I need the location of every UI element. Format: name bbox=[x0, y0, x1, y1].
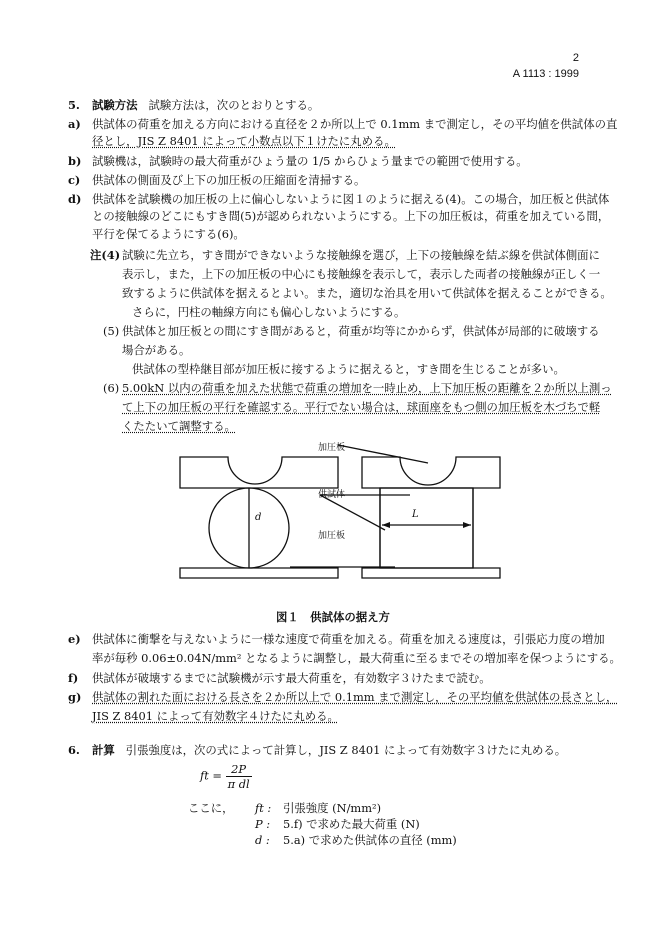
note-6-label: (6) bbox=[103, 381, 120, 395]
note-5-label: (5) bbox=[103, 324, 120, 338]
note-4-line1: 試験に先立ち，すき間ができないような接触線を選び，上下の接触線を結ぶ線を供試体側面に bbox=[122, 248, 600, 262]
note-5-line3: 供試体の型枠継目部が加圧板に接するように据えると，すき間を生じることが多い。 bbox=[132, 362, 565, 376]
figure-specimen-placement bbox=[170, 435, 510, 590]
item-g-line1: 供試体の割れた面における長さを２か所以上で 0.1mm まで測定し，その平均値を供試体の長さとし， bbox=[92, 690, 618, 704]
label-lower-platen: 加圧板 bbox=[318, 530, 346, 540]
var-d-symbol: d : bbox=[255, 833, 270, 847]
formula-fraction bbox=[226, 762, 252, 791]
where-label: ここに， bbox=[188, 801, 234, 815]
var-d-desc: 5.a) で求めた供試体の直径 (mm) bbox=[283, 833, 457, 847]
item-e-line1: 供試体に衝撃を与えないように一様な速度で荷重を加える。荷重を加える速度は，引張応力度の増加 bbox=[92, 632, 605, 646]
item-label-g: g) bbox=[68, 690, 82, 704]
figure-caption: 図１ 供試体の据え方 bbox=[276, 610, 390, 624]
item-label-d: d) bbox=[68, 192, 82, 206]
section-number: 5. bbox=[68, 98, 80, 112]
item-e-line2: 率が毎秒 0.06±0.04N/mm² となるように調整し，最大荷重に至るまでその増加率を保つようにする。 bbox=[92, 651, 621, 665]
note-6-line3: くたたいて調整する。 bbox=[122, 419, 236, 433]
standard-code: A 1113 : 1999 bbox=[512, 68, 579, 80]
item-d-line3: 平行を保てるようにする(6)。 bbox=[92, 227, 245, 241]
note-4-line4: さらに，円柱の軸線方向にも偏心しないようにする。 bbox=[132, 305, 406, 319]
var-p-symbol: P : bbox=[255, 817, 271, 831]
note-4-line3: 致するように供試体を据えるとよい。また，適切な治具を用いて供試体を据えることができる。 bbox=[122, 286, 612, 300]
var-ft-symbol: ft : bbox=[255, 801, 272, 815]
item-g-line2: JIS Z 8401 によって有効数字４けたに丸める。 bbox=[92, 709, 339, 723]
section-title: 試験方法 bbox=[92, 98, 138, 112]
right-upper-platen bbox=[362, 457, 500, 488]
section-6-heading bbox=[92, 742, 566, 758]
item-f-line1: 供試体が破壊するまでに試験機が示す最大荷重を，有効数字３けたまで読む。 bbox=[92, 671, 491, 685]
var-ft-desc: 引張強度 (N/mm²) bbox=[283, 801, 382, 815]
label-upper-platen: 加圧板 bbox=[318, 442, 346, 452]
formula-numerator: 2P bbox=[226, 762, 252, 777]
formula bbox=[200, 762, 252, 791]
note-4-label: 注(4) bbox=[90, 248, 121, 262]
item-label-f: f) bbox=[68, 671, 79, 685]
item-d-line2: との接触線のどこにもすき間(5)が認められないようにする。上下の加圧板は，荷重を加えている間， bbox=[92, 209, 610, 223]
dimension-l: L bbox=[412, 509, 419, 520]
item-c-line1: 供試体の側面及び上下の加圧板の圧縮面を清掃する。 bbox=[92, 173, 366, 187]
item-b-line1: 試験機は，試験時の最大荷重がひょう量の 1/5 からひょう量までの範囲で使用する。 bbox=[92, 154, 528, 168]
section-6-number: 6. bbox=[68, 743, 80, 757]
note-6-line2: て上下の加圧板の平行を確認する。平行でない場合は，球面座をもつ側の加圧板を木づちで軽 bbox=[122, 400, 601, 414]
item-label-c: c) bbox=[68, 173, 81, 187]
right-specimen bbox=[380, 488, 473, 568]
section-6-intro: 引張強度は，次の式によって計算し，JIS Z 8401 によって有効数字３けたに丸める。 bbox=[125, 743, 567, 757]
label-specimen: 供試体 bbox=[318, 489, 346, 499]
section-heading bbox=[92, 97, 319, 113]
var-p-desc: 5.f) で求めた最大荷重 (N) bbox=[283, 817, 420, 831]
item-d-line1: 供試体を試験機の加圧板の上に偏心しないように図１のように据える(4)。この場合，加圧板と供試体 bbox=[92, 192, 610, 206]
section-intro: 試験方法は，次のとおりとする。 bbox=[148, 98, 320, 112]
formula-lhs: ft = bbox=[200, 768, 222, 783]
note-5-line1: 供試体と加圧板との間にすき間があると，荷重が均等にかからず，供試体が局部的に破壊する bbox=[122, 324, 600, 338]
item-label-e: e) bbox=[68, 632, 81, 646]
formula-denominator: π dl bbox=[227, 777, 250, 791]
dimension-d: d bbox=[255, 512, 262, 523]
note-4-line2: 表示し，また，上下の加圧板の中心にも接触線を表示して，表示した両者の接触線が正しく一 bbox=[122, 267, 601, 281]
item-label-b: b) bbox=[68, 154, 82, 168]
item-a-line1: 供試体の荷重を加える方向における直径を２か所以上で 0.1mm まで測定し，その平均値を供試体の直 bbox=[92, 117, 618, 131]
section-6-title: 計算 bbox=[92, 743, 115, 757]
left-upper-platen bbox=[180, 457, 338, 488]
page-number: 2 bbox=[572, 52, 579, 64]
note-5-line2: 場合がある。 bbox=[122, 343, 191, 357]
note-6-line1: 5.00kN 以内の荷重を加えた状態で荷重の増加を一時止め，上下加圧板の距離を２か所以上測っ bbox=[122, 381, 612, 395]
item-a-line2: 径とし，JIS Z 8401 によって小数点以下１けたに丸める。 bbox=[92, 134, 396, 148]
item-label-a: a) bbox=[68, 117, 81, 131]
right-lower-platen bbox=[362, 568, 500, 578]
left-lower-platen bbox=[180, 568, 338, 578]
